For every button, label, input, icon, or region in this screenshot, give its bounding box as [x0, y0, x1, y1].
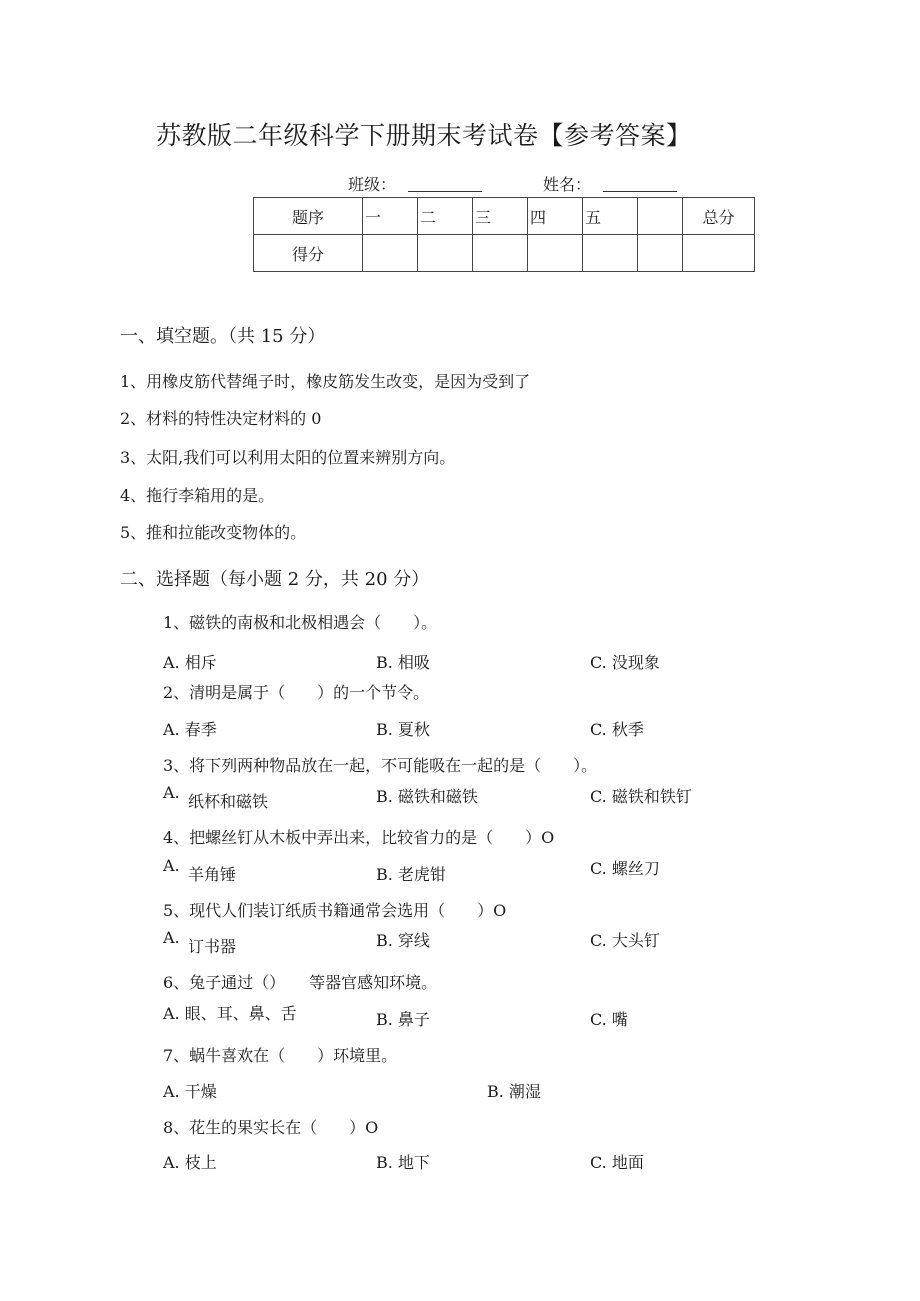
choice-question: 7、蜗牛喜欢在（ ）环境里。: [163, 1046, 398, 1065]
option-b[interactable]: B. 地下: [376, 1153, 430, 1172]
choice-question: 2、清明是属于（ ）的一个节令。: [163, 683, 430, 702]
score-table-header-cell: 题序: [254, 198, 363, 235]
option-b[interactable]: B. 老虎钳: [376, 865, 446, 884]
option-b[interactable]: B. 潮湿: [487, 1082, 541, 1101]
option-a-text[interactable]: 羊角锤: [188, 865, 237, 884]
fill-question: 2、材料的特性决定材料的 0: [120, 409, 322, 428]
class-label: 班级：: [348, 175, 397, 194]
score-cell[interactable]: [638, 235, 683, 272]
fill-question: 5、推和拉能改变物体的。: [120, 523, 307, 542]
option-b[interactable]: B. 相吸: [376, 653, 430, 672]
option-a[interactable]: A. 相斥: [163, 653, 217, 672]
section2-heading: 二、选择题（每小题 2 分，共 20 分）: [120, 569, 430, 590]
option-c[interactable]: C. 大头钉: [590, 931, 660, 950]
score-cell[interactable]: [583, 235, 638, 272]
choice-question: 5、现代人们装订纸质书籍通常会选用（ ）O: [163, 901, 507, 920]
name-blank[interactable]: [603, 175, 677, 192]
choice-question: 6、兔子通过（） 等器官感知环境。: [163, 973, 438, 992]
choice-question: 4、把螺丝钉从木板中弄出来，比较省力的是（ ）O: [163, 828, 555, 847]
class-field[interactable]: [348, 172, 482, 195]
fill-question: 3、太阳,我们可以利用太阳的位置来辨别方向。: [120, 448, 456, 467]
option-a[interactable]: A. 眼、耳、鼻、舌: [163, 1004, 297, 1023]
fill-question: 1、用橡皮筋代替绳子时，橡皮筋发生改变，是因为受到了: [120, 372, 531, 391]
class-blank[interactable]: [408, 175, 482, 192]
score-cell[interactable]: [418, 235, 473, 272]
choice-question: 8、花生的果实长在（ ）O: [163, 1118, 379, 1137]
choice-question: 3、将下列两种物品放在一起，不可能吸在一起的是（ ）。: [163, 756, 598, 775]
name-label: 姓名：: [543, 175, 592, 194]
page-title: 苏教版二年级科学下册期末考试卷【参考答案】: [156, 121, 692, 150]
option-c[interactable]: C. 螺丝刀: [590, 859, 660, 878]
score-table-header-cell: 总分: [683, 198, 755, 235]
score-cell[interactable]: [683, 235, 755, 272]
score-table-header-cell: 一: [363, 198, 418, 235]
score-cell[interactable]: [528, 235, 583, 272]
score-table-header-cell: 二: [418, 198, 473, 235]
score-table-score-row: [254, 235, 755, 272]
score-table-header-cell: 五: [583, 198, 638, 235]
score-table-header-row: [254, 198, 755, 235]
fill-question: 4、拖行李箱用的是。: [120, 486, 275, 505]
choice-question: 1、磁铁的南极和北极相遇会（ ）。: [163, 613, 438, 632]
option-a-text[interactable]: 订书器: [188, 937, 237, 956]
option-a[interactable]: A. 枝上: [163, 1153, 217, 1172]
score-table-header-cell: 四: [528, 198, 583, 235]
option-b[interactable]: B. 夏秋: [376, 720, 430, 739]
section1-heading: 一、填空题。（共 15 分）: [120, 326, 326, 347]
score-row-label: 得分: [254, 235, 363, 272]
score-table-header-cell: 三: [473, 198, 528, 235]
option-a-letter[interactable]: A.: [163, 928, 180, 947]
option-c[interactable]: C. 秋季: [590, 720, 644, 739]
option-c[interactable]: C. 地面: [590, 1153, 644, 1172]
option-a[interactable]: A. 春季: [163, 720, 217, 739]
name-field[interactable]: [543, 172, 677, 195]
option-c[interactable]: C. 没现象: [590, 653, 660, 672]
score-cell[interactable]: [473, 235, 528, 272]
option-a-text[interactable]: 纸杯和磁铁: [188, 792, 269, 811]
option-a-letter[interactable]: A.: [163, 856, 180, 875]
option-c[interactable]: C. 磁铁和铁钉: [590, 787, 692, 806]
score-table-header-cell: [638, 198, 683, 235]
option-b[interactable]: B. 鼻子: [376, 1010, 430, 1029]
option-b[interactable]: B. 穿线: [376, 931, 430, 950]
score-table: [253, 197, 755, 272]
option-a[interactable]: A. 干燥: [163, 1082, 217, 1101]
option-a-letter[interactable]: A.: [163, 783, 180, 802]
option-b[interactable]: B. 磁铁和磁铁: [376, 787, 478, 806]
score-cell[interactable]: [363, 235, 418, 272]
option-c[interactable]: C. 嘴: [590, 1010, 628, 1029]
